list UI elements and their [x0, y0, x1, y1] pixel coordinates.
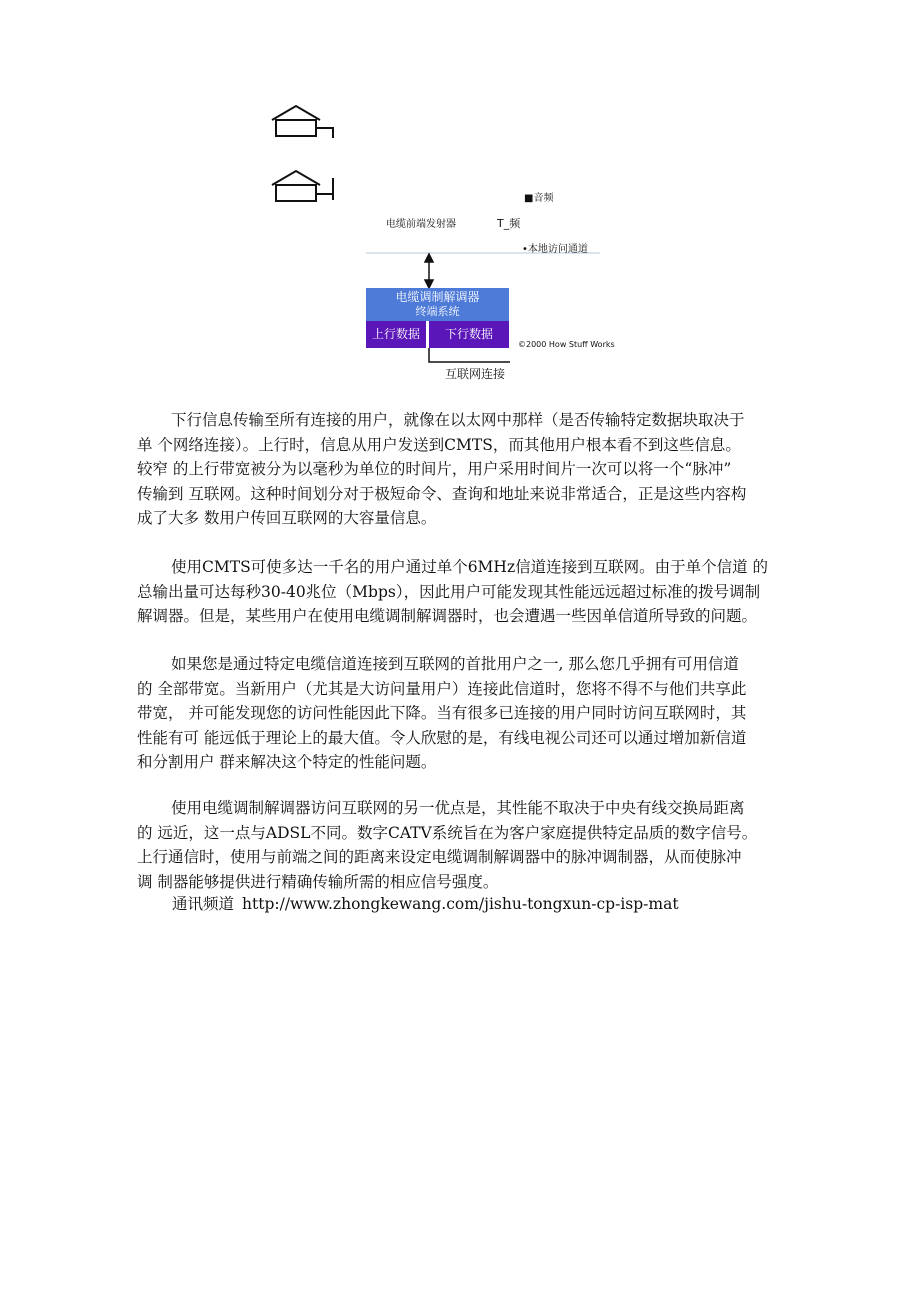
- text-line: 上行通信时，使用与前端之间的距离来设定电缆调制解调器中的脉冲调制器，从而使脉冲: [137, 848, 742, 867]
- text-line: 较窄 的上行带宽被分为以毫秒为单位的时间片，用户采用时间片一次可以将一个“脉冲”: [137, 460, 732, 479]
- upstream-block: 上行数据: [366, 321, 426, 348]
- text-line: 成了大多 数用户传回互联网的大容量信息。: [137, 509, 437, 528]
- bidirectional-arrow-icon: [425, 254, 433, 288]
- cmts-subtitle: 终端系统: [415, 305, 460, 318]
- text-line: 使用CMTS可使多达一千名的用户通过单个6MHz信道连接到互联网。由于单个信道 的: [171, 558, 769, 576]
- text-line: 和分割用户 群来解决这个特定的性能问题。: [137, 753, 437, 772]
- copyright-label: ©2000 How Stuff Works: [518, 340, 615, 349]
- text-line: 单 个网络连接）。上行时，信息从用户发送到CMTS，而其他用户根本看不到这些信息。: [137, 435, 741, 454]
- paragraph-2: [137, 555, 792, 629]
- cmts-block: [366, 288, 509, 321]
- internet-connection-label: 互联网连接: [445, 367, 506, 381]
- paragraph-1: [137, 408, 792, 531]
- channel-link-line: [172, 892, 679, 914]
- text-line: 带宽， 并可能发现您的访问性能因此下降。当有很多已连接的用户同时访问互联网时，其: [137, 704, 747, 723]
- text-line: 总输出量可达每秒30-40兆位（Mbps），因此用户可能发现其性能远远超过标准的拨号调制: [137, 582, 761, 601]
- local-channel-label: •本地访问通道: [522, 244, 588, 255]
- channel-url[interactable]: http://www.zhongkewang.com/jishu-tongxun-cp-isp-mat: [242, 895, 679, 913]
- cmts-title: 电缆调制解调器: [395, 290, 480, 304]
- text-line: 解调器。但是，某些用户在使用电缆调制解调器时，也会遭遇一些因单信道所导致的问题。: [137, 607, 758, 626]
- text-line: 如果您是通过特定电缆信道连接到互联网的首批用户之一, 那么您几乎拥有可用信道: [171, 655, 739, 673]
- text-line: 性能有可 能远低于理论上的最大值。令人欣慰的是，有线电视公司还可以通过增加新信道: [137, 728, 747, 747]
- text-line: 调 制器能够提供进行精确传输所需的相应信号强度。: [137, 872, 499, 891]
- text-line: 的 远近，这一点与ADSL不同。数字CATV系统旨在为客户家庭提供特定品质的数字信号。: [137, 823, 758, 842]
- text-line: 的 全部带宽。当新用户（尤其是大访问量用户）连接此信道时，您将不得不与他们共享此: [137, 679, 747, 698]
- paragraph-4: [137, 796, 792, 894]
- cable-modem-diagram: [0, 0, 920, 400]
- transmitter-label: 电缆前端发射器: [386, 219, 456, 230]
- text-line: 使用电缆调制解调器访问互联网的另一优点是，其性能不取决于中央有线交换局距离: [171, 799, 745, 817]
- house-icon: [272, 171, 333, 201]
- frequency-label: T_频: [497, 217, 521, 230]
- internet-connection-line: [429, 348, 510, 362]
- house-icon: [272, 106, 333, 138]
- downstream-block: 下行数据: [429, 321, 509, 348]
- text-line: 传输到 互联网。这种时间划分对于极短命令、查询和地址来说非常适合，正是这些内容构: [137, 484, 747, 503]
- audio-label: ■音频: [524, 193, 554, 204]
- paragraph-3: [137, 652, 792, 775]
- channel-label: 通讯频道: [172, 895, 235, 913]
- text-line: 下行信息传输至所有连接的用户，就像在以太网中那样（是否传输特定数据块取决于: [171, 411, 745, 429]
